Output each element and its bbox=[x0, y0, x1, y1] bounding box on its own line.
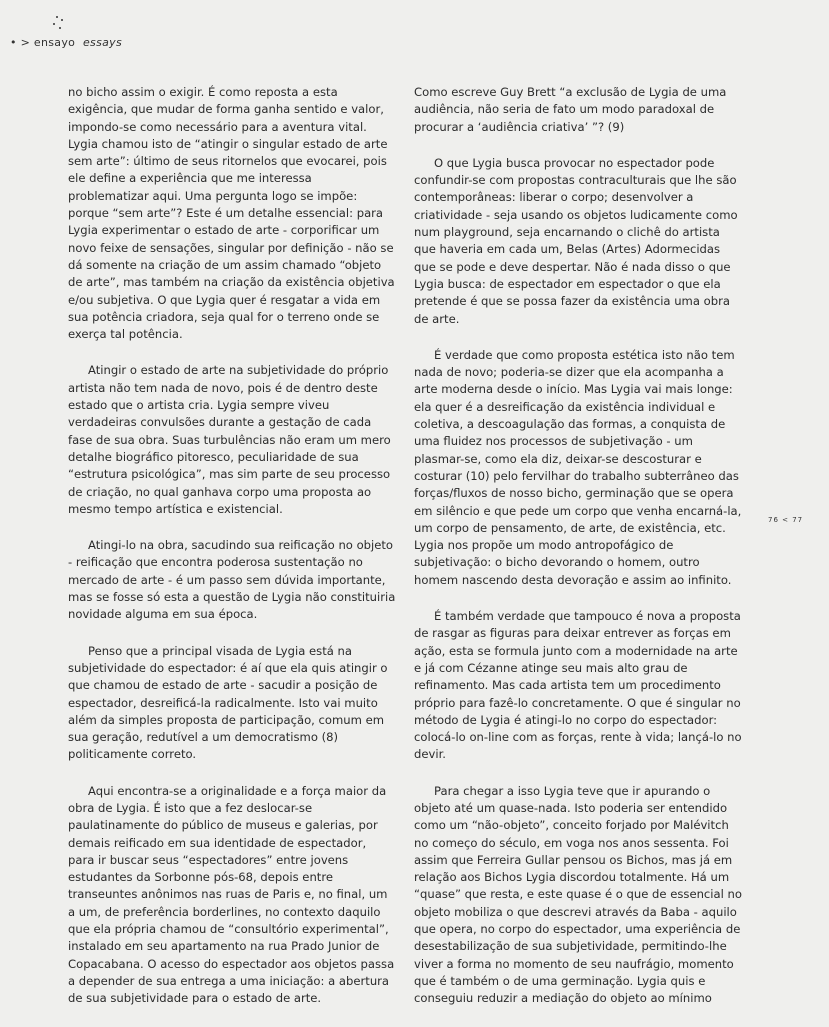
decorative-dots-icon bbox=[52, 14, 66, 32]
paragraph: O que Lygia busca provocar no espectador pode confundir-se com propostas contraculturais que lhe são contemporâneas: liberar o corpo; desenvolver a criatividade - seja usando os objetos ludicamente como num playground, seja encarnando o clichê do artista que haveria em cada um, Belas (Artes) Adormecidas que se pode e deve despertar. Não é nada disso o que Lygia busca: de espectador em espectador o que ela pretende é que se possa fazer da existência uma obra de arte. bbox=[414, 155, 738, 326]
paragraph: Aqui encontra-se a originalidade e a força maior da obra de Lygia. É isto que a fez deslocar-se paulatinamente do público de museus e galerias, por demais reificado em sua identidade de espectador, para ir buscar seus “espectadores” entre jovens estudantes da Sorbonne pós-68, depois entre transeuntes anônimos nas ruas de Paris e, no final, um a um, de preferência borderlines, no contexto daquilo que ela própria chamou de “consultório experimental”, instalado em seu apartamento na rua Prado Junior de Copacabana. O acesso do espectador aos objetos passa a depender de sua entrega a uma iniciação: a abertura de sua subjetividade para o estado de arte. bbox=[68, 783, 395, 1006]
header-label: > ensayo bbox=[20, 36, 76, 49]
running-header bbox=[10, 36, 122, 49]
paragraph: Atingir o estado de arte na subjetividade do próprio artista não tem nada de novo, pois é de dentro deste estado que o artista cria. Lygia sempre viveu verdadeiras convulsões durante a gestação de cada fase de sua obra. Suas turbulências não eram um mero detalhe biográfico pitoresco, peculiaridade de sua “estrutura psicológica”, mas sim parte de seu processo de criação, no qual ganhava corpo uma proposta ao mesmo tempo artística e existencial. bbox=[68, 363, 391, 516]
paragraph: Lygia chamou isto de “atingir o singular estado de arte sem arte”: último de seus ritornelos que evocarei, pois ele define a experiência que me interessa problematizar aqui. Uma pergunta logo se impõe: porque “sem arte”? Este é um detalhe essencial: para Lygia experimentar o estado de arte - corporificar um novo feixe de sensações, singular por definição - não se dá somente na criação de um assim chamado “objeto de arte”, mas também na criação da existência objetiva e/ou subjetiva. O que Lygia quer é resgatar a vida em sua potência criadora, seja qual for o terreno onde se exerça tal potência. bbox=[68, 136, 395, 342]
paragraph: Como escreve Guy Brett “a exclusão de Lygia de uma audiência, não seria de fato um modo paradoxal de procurar a ‘audiência criativa’ ”? (9) bbox=[414, 85, 727, 134]
paragraph: Para chegar a isso Lygia teve que ir apurando o objeto até um quase-nada. Isto poderia ser entendido como um “não-objeto”, conceito forjado por Malévitch no começo do século, em voga nos anos sessenta. Foi assim que Ferreira Gullar pensou os Bichos, mas já em relação aos Bichos Lygia discordou totalmente. Há um “quase” que resta, e este quase é o que de essencial no objeto mobiliza o que descrevi através da Baba - aquilo que opera, no corpo do espectador, uma experiência de desestabilização de sua subjetividade, permitindo-lhe viver a forma no momento de seu naufrágio, momento que é também o de uma germinação. Lygia quis e conseguiu reduzir a mediação do objeto ao mínimo bbox=[414, 783, 742, 1006]
header-bullet-icon: • bbox=[10, 36, 17, 49]
left-column bbox=[68, 84, 396, 1027]
paragraph: no bicho assim o exigir. É como reposta a esta exigência, que mudar de forma ganha sentido e valor, impondo-se como necessário para a aventura vital. bbox=[68, 85, 384, 134]
right-column bbox=[414, 84, 744, 1027]
header-section: essays bbox=[82, 36, 122, 49]
paragraph: É também verdade que tampouco é nova a proposta de rasgar as figuras para deixar entrever as forças em ação, esta se formula junto com a modernidade na arte e já com Cézanne atinge seu mais alto grau de refinamento. Mas cada artista tem um procedimento próprio para fazê-lo concretamente. O que é singular no método de Lygia é atingi-lo no corpo do espectador: colocá-lo on-line com as forças, rente à vida; lançá-lo no devir. bbox=[414, 609, 742, 762]
paragraph: É verdade que como proposta estética isto não tem nada de novo; poderia-se dizer que ela acompanha a arte moderna desde o início. Mas Lygia vai mais longe: ela quer é a desreificação da existência individual e coletiva, a descoagulação das formas, a conquista de uma fluidez nos processos de subjetivação - um plasmar-se, como ela diz, deixar-se descosturar e costurar (10) pelo fervilhar do trabalho subterrâneo das forças/fluxos de nosso bicho, germinação que se opera em silêncio e que pede um corpo que venha encarná-la, um corpo de pensamento, de arte, de existência, etc. Lygia nos propõe um modo antropofágico de subjetivação: o bicho devorando o homem, outro homem nascendo desta devoração e assim ao infinito. bbox=[414, 347, 742, 587]
page-number: 76 < 77 bbox=[768, 516, 804, 524]
paragraph: Atingi-lo na obra, sacudindo sua reificação no objeto - reificação que encontra poderosa sustentação no mercado de arte - é um passo sem dúvida importante, mas se fosse só esta a questão de Lygia não constituiria novidade alguma em sua época. bbox=[68, 538, 396, 622]
paragraph: Penso que a principal visada de Lygia está na subjetividade do espectador: é aí que ela quis atingir o que chamou de estado de arte - sacudir a posição de espectador, desreificá-la radicalmente. Isto vai muito além da simples proposta de participação, comum em sua geração, redutível a um democratismo (8) politicamente correto. bbox=[68, 643, 388, 762]
